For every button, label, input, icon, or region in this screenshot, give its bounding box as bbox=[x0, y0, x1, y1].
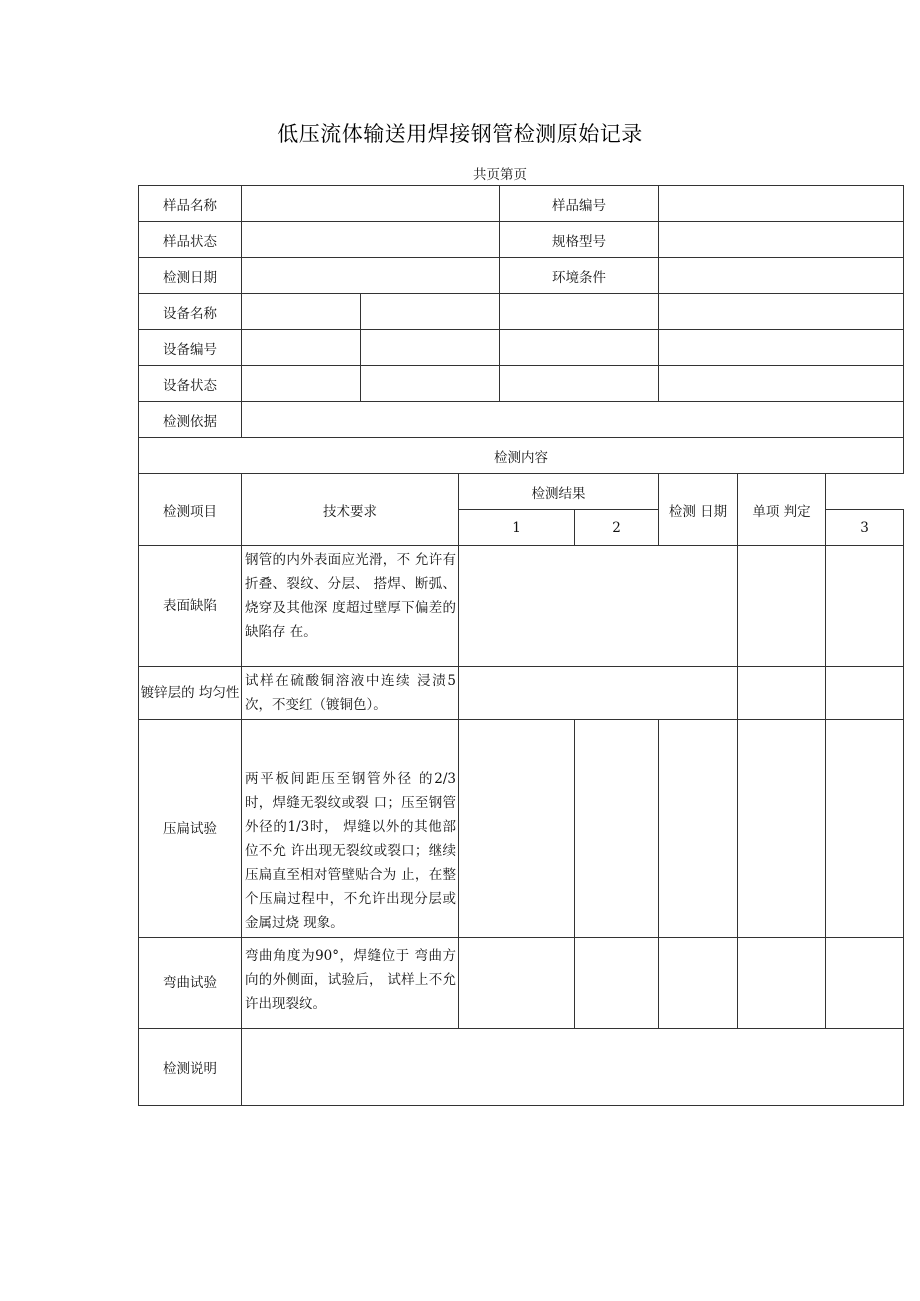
row-result-3-flattening[interactable] bbox=[659, 720, 738, 938]
row-date-flattening[interactable] bbox=[738, 720, 826, 938]
equip-state-cell-4[interactable] bbox=[659, 366, 904, 402]
equip-no-label: 设备编号 bbox=[139, 330, 242, 366]
row-result-surface-defect[interactable] bbox=[459, 546, 738, 667]
col-result-header: 检测结果 bbox=[459, 474, 659, 510]
spec-model-value[interactable] bbox=[659, 222, 904, 258]
col-judge-header bbox=[738, 474, 826, 546]
row-result-1-bending[interactable] bbox=[459, 938, 575, 1029]
spec-model-label: 规格型号 bbox=[500, 222, 659, 258]
row-result-1-flattening[interactable] bbox=[459, 720, 575, 938]
col-item-header: 检测项目 bbox=[139, 474, 242, 546]
table-row bbox=[139, 667, 904, 720]
col-date-label: 检测 日期 bbox=[668, 503, 728, 520]
col-judge-label: 单项 判定 bbox=[752, 503, 811, 520]
test-date-label: 检测日期 bbox=[139, 258, 242, 294]
sample-no-value[interactable] bbox=[659, 186, 904, 222]
row-date-surface-defect[interactable] bbox=[738, 546, 826, 667]
sample-state-row bbox=[139, 222, 904, 258]
col-result-2: 2 bbox=[575, 510, 659, 546]
test-date-row bbox=[139, 258, 904, 294]
row-item-bending: 弯曲试验 bbox=[139, 938, 242, 1029]
table-row bbox=[139, 546, 904, 667]
column-header-row bbox=[139, 474, 904, 510]
env-condition-value[interactable] bbox=[659, 258, 904, 294]
sample-state-value[interactable] bbox=[242, 222, 500, 258]
row-result-2-flattening[interactable] bbox=[575, 720, 659, 938]
equip-state-cell-2[interactable] bbox=[361, 366, 500, 402]
equip-name-cell-2[interactable] bbox=[361, 294, 500, 330]
equip-state-cell-3[interactable] bbox=[500, 366, 659, 402]
equip-no-cell-4[interactable] bbox=[659, 330, 904, 366]
col-result-3: 3 bbox=[826, 510, 904, 546]
sample-state-label: 样品状态 bbox=[139, 222, 242, 258]
row-item-zinc-uniformity: 镀锌层的 均匀性 bbox=[139, 667, 242, 720]
row-requirement-bending: 弯曲角度为90°，焊缝位于 弯曲方向的外侧面，试验后， 试样上不允许出现裂纹。 bbox=[242, 938, 459, 1029]
equip-no-cell-2[interactable] bbox=[361, 330, 500, 366]
col-date-header bbox=[659, 474, 738, 546]
content-header: 检测内容 bbox=[139, 438, 904, 474]
equip-name-row bbox=[139, 294, 904, 330]
table-row bbox=[139, 938, 904, 1029]
row-judge-flattening[interactable] bbox=[826, 720, 904, 938]
equip-name-cell-1[interactable] bbox=[242, 294, 361, 330]
col-requirement-header: 技术要求 bbox=[242, 474, 459, 546]
equip-name-label: 设备名称 bbox=[139, 294, 242, 330]
record-table bbox=[138, 185, 904, 1106]
equip-no-cell-3[interactable] bbox=[500, 330, 659, 366]
content-header-row bbox=[139, 438, 904, 474]
equip-no-row bbox=[139, 330, 904, 366]
row-requirement-flattening: 两平板间距压至钢管外径 的2/3时，焊缝无裂纹或裂 口；压至钢管外径的1/3时， 焊缝以外的其他部位不允 许出现无裂纹或裂口；继续 压扁直至相对管壁贴合为 止，在整个压扁过程中，不允许出现分层或金属过烧 现象。 bbox=[242, 720, 459, 938]
equip-name-cell-3[interactable] bbox=[500, 294, 659, 330]
table-row bbox=[139, 720, 904, 938]
remarks-value[interactable] bbox=[242, 1029, 904, 1106]
sample-name-value[interactable] bbox=[242, 186, 500, 222]
row-requirement-surface-defect: 钢管的内外表面应光滑，不 允许有折叠、裂纹、分层、 搭焊、断弧、烧穿及其他深 度超过壁厚下偏差的缺陷存 在。 bbox=[242, 546, 459, 667]
equip-no-cell-1[interactable] bbox=[242, 330, 361, 366]
row-requirement-zinc-uniformity: 试样在硫酸铜溶液中连续 浸渍5次，不变红（镀铜色）。 bbox=[242, 667, 459, 720]
sample-name-label: 样品名称 bbox=[139, 186, 242, 222]
test-basis-value[interactable] bbox=[242, 402, 904, 438]
test-date-value[interactable] bbox=[242, 258, 500, 294]
equip-state-label: 设备状态 bbox=[139, 366, 242, 402]
row-item-surface-defect: 表面缺陷 bbox=[139, 546, 242, 667]
test-basis-label: 检测依据 bbox=[139, 402, 242, 438]
equip-name-cell-4[interactable] bbox=[659, 294, 904, 330]
test-basis-row bbox=[139, 402, 904, 438]
page-counter: 共页第页 bbox=[473, 167, 527, 183]
row-date-bending[interactable] bbox=[738, 938, 826, 1029]
row-date-zinc-uniformity[interactable] bbox=[738, 667, 826, 720]
row-judge-surface-defect[interactable] bbox=[826, 546, 904, 667]
env-condition-label: 环境条件 bbox=[500, 258, 659, 294]
remarks-row bbox=[139, 1029, 904, 1106]
row-judge-bending[interactable] bbox=[826, 938, 904, 1029]
remarks-label: 检测说明 bbox=[139, 1029, 242, 1106]
row-item-flattening: 压扁试验 bbox=[139, 720, 242, 938]
row-judge-zinc-uniformity[interactable] bbox=[826, 667, 904, 720]
sample-name-row bbox=[139, 186, 904, 222]
row-result-zinc-uniformity[interactable] bbox=[459, 667, 738, 720]
sample-no-label: 样品编号 bbox=[500, 186, 659, 222]
row-result-3-bending[interactable] bbox=[659, 938, 738, 1029]
equip-state-cell-1[interactable] bbox=[242, 366, 361, 402]
row-result-2-bending[interactable] bbox=[575, 938, 659, 1029]
equip-state-row bbox=[139, 366, 904, 402]
col-result-1: 1 bbox=[459, 510, 575, 546]
page-title: 低压流体输送用焊接钢管检测原始记录 bbox=[277, 122, 643, 146]
